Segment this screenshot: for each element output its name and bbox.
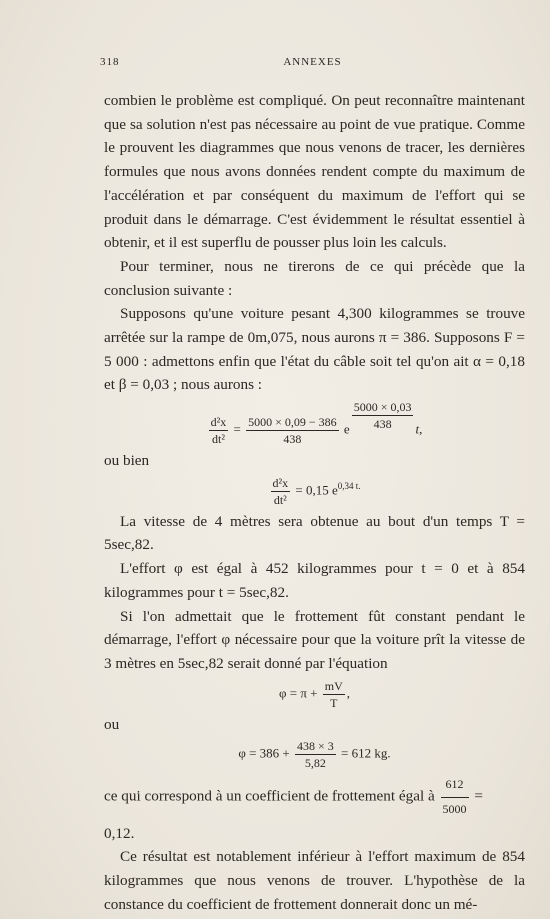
page-body <box>104 89 525 917</box>
paragraph: combien le problème est compliqué. On peut reconnaître maintenant que sa solution n'est pas nécessaire au point de vue pratique. Comme le prouvent les diagrammes que nous venons de tracer, les dernières formules que nous avons données rendent compte du maximum de l'accélération et par conséquent du maximum de l'effort qui se produit dans le démarrage. C'est évidemment le résultat essentiel à obtenir, et il est superflu de pousser plus loin les calculs. <box>104 92 525 252</box>
running-title: ANNEXES <box>283 56 342 68</box>
ou-bien: ou bien <box>104 451 150 469</box>
paragraph: Supposons qu'une voiture pesant 4,300 kilogrammes se trouve arrêtée sur la rampe de 0m,075, nous aurons π = 386. Supposons F = 5 000 : admettons enfin que l'état du câble soit tel qu'on ait α = 0,18 et β = 0,03 ; nous aurons : <box>104 305 525 394</box>
page-number: 318 <box>100 56 120 68</box>
paragraph: L'effort φ est égal à 452 kilogrammes pour t = 0 et à 854 kilogrammes pour t = 5sec,82. <box>104 560 525 601</box>
paragraph: Ce résultat est notablement inférieur à l'effort maximum de 854 kilogrammes que nous venons de trouver. L'hypothèse de la constance du coefficient de frottement donnerait donc un mé- <box>104 848 525 913</box>
equation-2: $\frac{\text{d²x}}{\text{dt²}}$ = 0,15 $e^{0,34 t.}$ <box>272 475 361 507</box>
coefficient-value: 0,12. <box>104 824 135 842</box>
paragraph: La vitesse de 4 mètres sera obtenue au bout d'un temps T = 5sec,82. <box>104 512 525 554</box>
ou: ou <box>104 715 120 733</box>
equation-3: φ = π + $\frac{mV}{T}$ , <box>279 678 350 710</box>
page-header <box>100 56 525 76</box>
equation-4: φ = 386 + $\frac{438 \times 3}{5,82}$ = 612 kg. <box>238 739 391 771</box>
coefficient-line: ce qui correspond à un coefficient de frottement égal à $\frac{612}{5000}$ = <box>104 773 525 821</box>
paragraph: Si l'on admettait que le frottement fût constant pendant le démarrage, l'effort φ nécessaire pour que la voiture prît la vitesse de 3 mètres en 5sec,82 serait donné par l'équation <box>104 607 525 672</box>
equation-1: $\frac{\text{d²x}}{\text{dt²}}$ = $\frac{5000 \times 0,09 - 386}{438}$ e $\frac{5000 \times 0,03}{438}$ t, <box>210 400 423 446</box>
paragraph: Pour terminer, nous ne tirerons de ce qui précède que la conclusion suivante : <box>104 257 525 299</box>
